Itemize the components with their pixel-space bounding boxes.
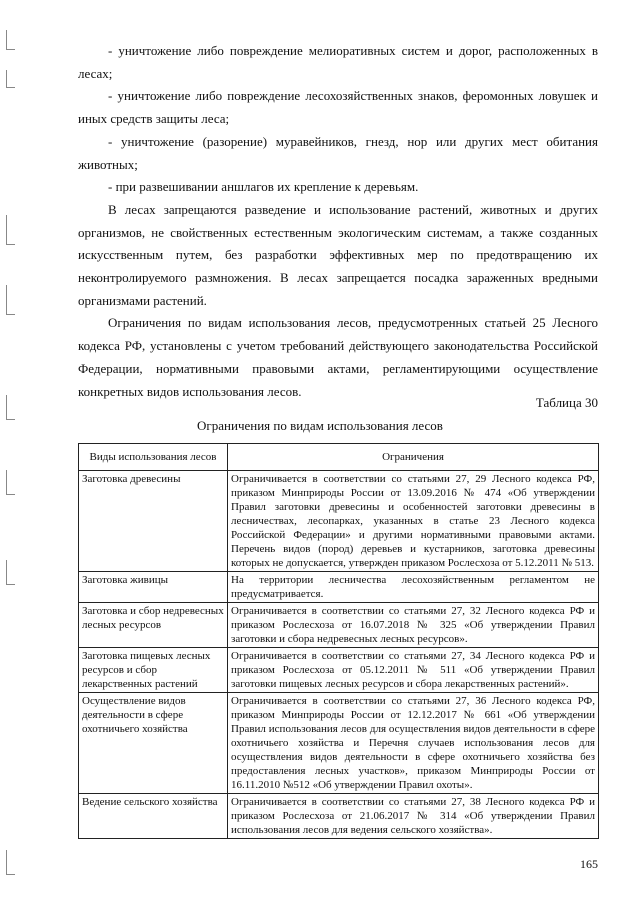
column-header-restriction: Ограничения [228,444,599,471]
scan-mark [6,395,17,420]
cell-restriction: Ограничивается в соответствии со статьями 27, 36 Лесного кодекса РФ, приказом Минприроды России от 12.12.2017 № 661 «Об утверждении Правил использования лесов для осуществления видов деятельности в сфере охотничьего хозяйства и Перечня случаев использования лесов для осуществления видов деятельности в сфере охотничьего хозяйства без предоставления лесных участков», приказом Минприроды России от 16.11.2010 №512 «Об утверждении Правил охоты». [228,693,599,794]
table-row [79,471,599,572]
table-row [79,572,599,603]
scan-mark [6,560,17,585]
table-row [79,648,599,693]
scan-mark [6,285,17,315]
paragraph: - уничтожение либо повреждение мелиоративных систем и дорог, расположенных в лесах; [78,43,598,81]
scan-mark [6,470,17,495]
cell-type: Заготовка древесины [79,471,228,572]
table-row [79,603,599,648]
cell-restriction: Ограничивается в соответствии со статьями 27, 34 Лесного кодекса РФ и приказом Рослесхоза от 05.12.2011 № 511 «Об утверждении Правил заготовки пищевых лесных ресурсов и сбора лекарственных растений». [228,648,599,693]
cell-type: Заготовка живицы [79,572,228,603]
cell-restriction: Ограничивается в соответствии со статьями 27, 38 Лесного кодекса РФ и приказом Рослесхоза от 21.06.2017 № 314 «Об утверждении Правил использования лесов для ведения сельского хозяйства». [228,794,599,839]
scan-mark [6,70,17,88]
column-header-type: Виды использования лесов [79,444,228,471]
cell-type: Заготовка пищевых лесных ресурсов и сбор лекарственных растений [79,648,228,693]
scan-mark [6,30,17,50]
cell-type: Осуществление видов деятельности в сфере охотничьего хозяйства [79,693,228,794]
paragraph: Ограничения по видам использования лесов, предусмотренных статьей 25 Лесного кодекса РФ, установлены с учетом требований действующего законодательства Российской Федерации, нормативными правовыми актами, регламентирующими осуществление конкретных видов использования лесов. [78,315,598,399]
table-row [79,794,599,839]
cell-restriction: Ограничивается в соответствии со статьями 27, 32 Лесного кодекса РФ и приказом Рослесхоза от 16.07.2018 № 325 «Об утверждении Правил заготовки и сбора недревесных лесных ресурсов». [228,603,599,648]
cell-type: Заготовка и сбор недревесных лесных ресурсов [79,603,228,648]
paragraph: - уничтожение (разорение) муравейников, гнезд, нор или других мест обитания животных; [78,133,598,172]
paragraph: - уничтожение либо повреждение лесохозяйственных знаков, феромонных ловушек и иных средств защиты леса; [78,88,598,127]
cell-type: Ведение сельского хозяйства [79,794,228,839]
table-label: Таблица 30 [535,395,598,410]
table-row [79,693,599,794]
cell-restriction: На территории лесничества лесохозяйственным регламентом не предусматривается. [228,572,599,603]
table-header-row [79,444,599,471]
scan-mark [6,215,17,245]
cell-restriction: Ограничивается в соответствии со статьями 27, 29 Лесного кодекса РФ, приказом Минприроды России от 13.09.2016 № 474 «Об утверждении Правил заготовки древесины и особенностей заготовки древесины в лесничествах, лесопарках, указанных в статье 23 Лесного кодекса Российской Федерации» и другими нормативными правовыми актами. Перечень видов (пород) деревьев и кустарников, заготовка древесины которых не допускается, утвержден приказом Рослесхоза от 5.12.2011 № 513. [228,471,599,572]
body-text [78,40,598,403]
paragraph: В лесах запрещаются разведение и использование растений, животных и других организмов, не свойственных естественным экологическим системам, а также созданных искусственным путем, без разработки эффективных мер по предотвращению их неконтролируемого размножения. В лесах запрещается посадка зараженных вредными организмами растений. [78,201,598,308]
scan-mark [6,850,17,875]
page-number: 165 [580,857,598,871]
restrictions-table [78,443,599,839]
table-caption: Ограничения по видам использования лесов [197,418,443,433]
paragraph: - при развешивании аншлагов их крепление к деревьям. [108,179,419,195]
